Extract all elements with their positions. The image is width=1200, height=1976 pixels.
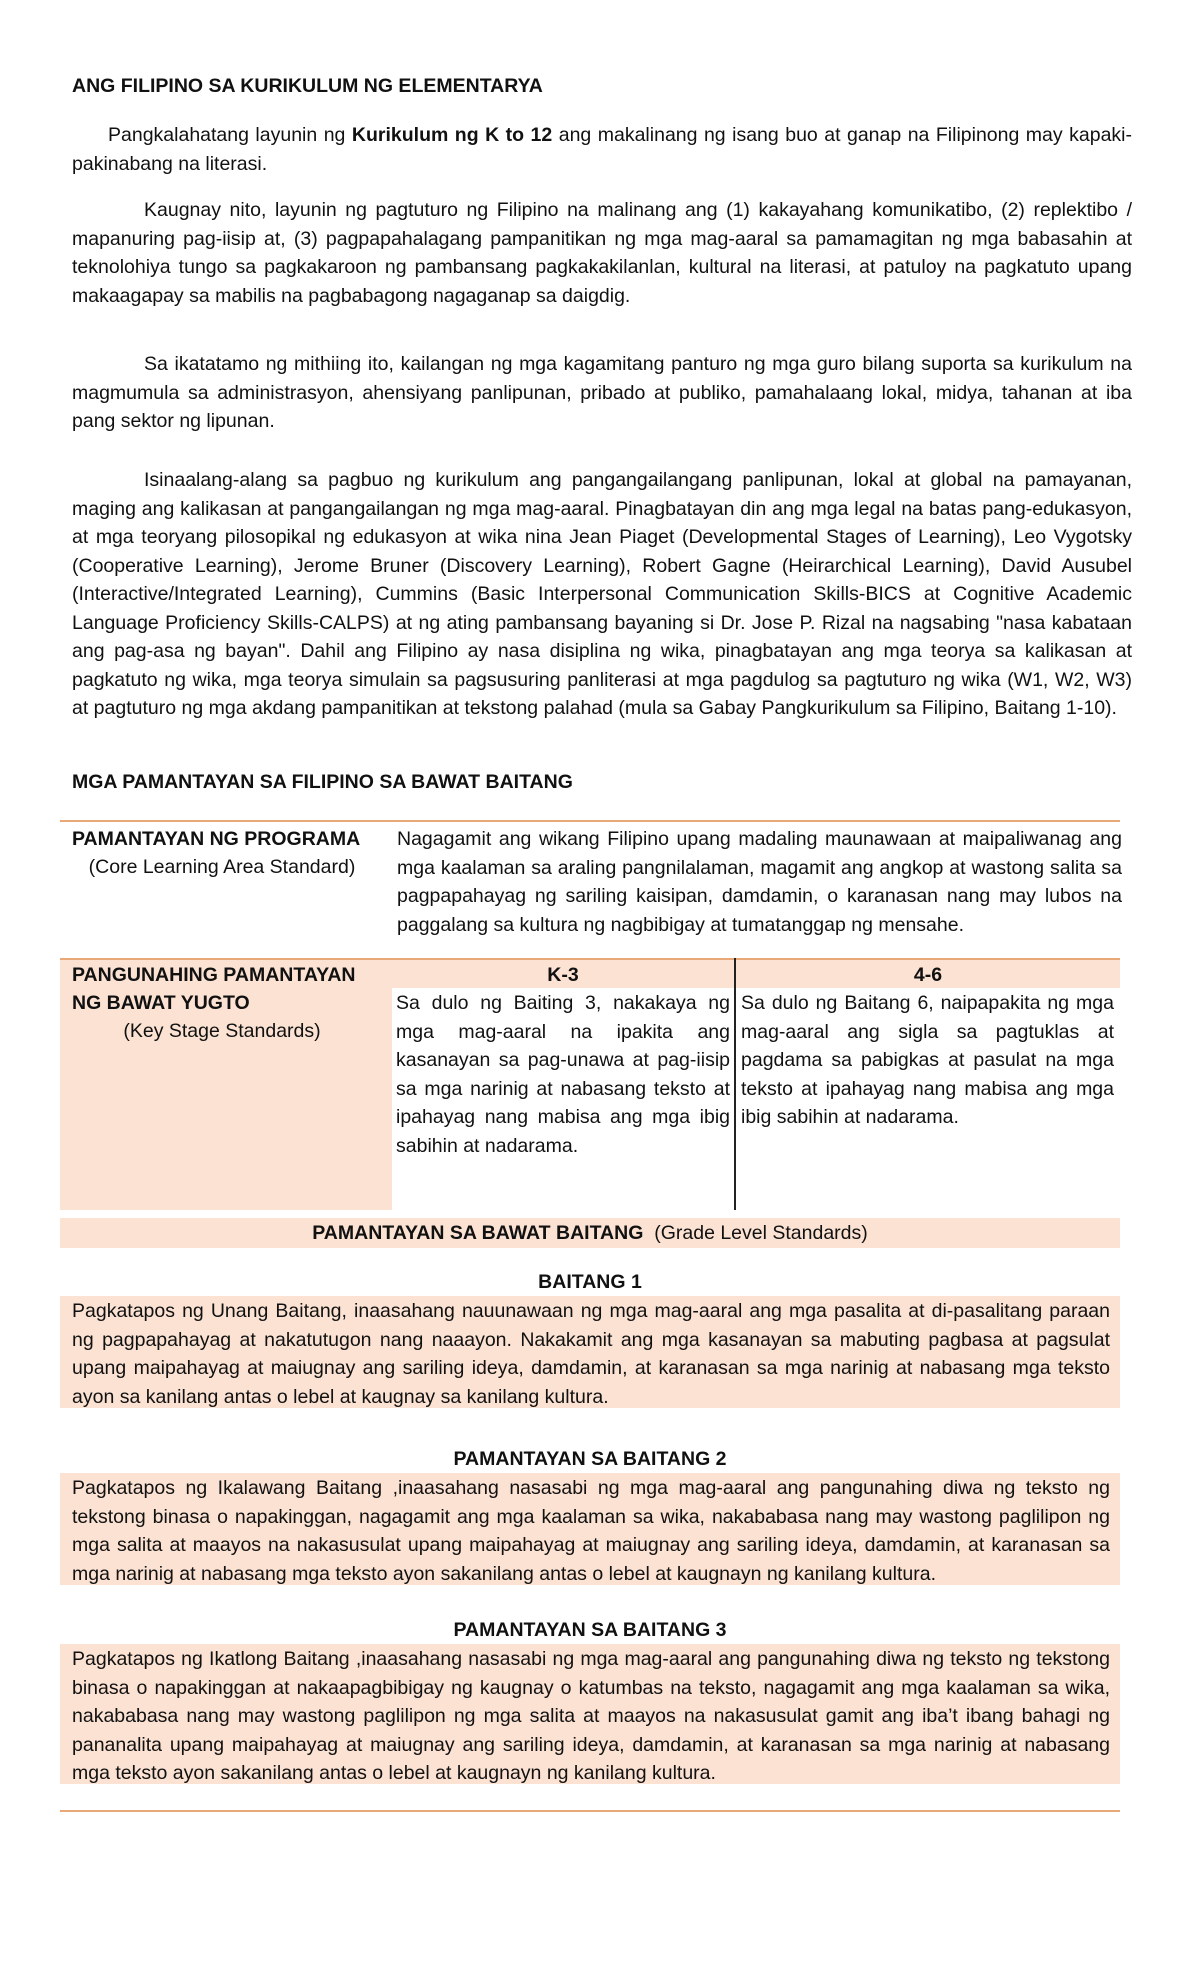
grade-level-heading-bold: PAMANTAYAN SA BAWAT BAITANG: [312, 1222, 644, 1244]
4-6-header: 4-6: [913, 964, 943, 986]
grade-2-title: PAMANTAYAN SA BAITANG 2: [453, 1448, 727, 1470]
grade-level-standards-heading: [60, 1219, 1120, 1248]
4-6-standard-text: Sa dulo ng Baitang 6, naipapakita ng mga mag-aaral ang sigla sa pagtuklas at pagdama sa pabigkas at pasulat na mga teksto at ipahayag nang mabisa ang mga ibig sabihin at nadarama.: [741, 992, 1114, 1128]
program-standard-label: PAMANTAYAN NG PROGRAMA: [72, 828, 361, 850]
paragraph-text: Pangkalahatang layunin ng: [108, 124, 352, 146]
divider: [60, 820, 1120, 822]
paragraph-teaching-materials: Sa ikatatamo ng mithiing ito, kailangan ng mga kagamitang panturo ng mga guro bilang suporta sa kurikulum na magmumula sa administrasyon, ahensiyang panlipunan, pribado at publiko, pamahalaang lokal, midya, tahanan at iba pang sektor ng lipunan.: [72, 353, 1132, 432]
column-divider: [734, 1178, 736, 1210]
column-divider: [734, 958, 736, 1178]
key-stage-label-line2: NG BAWAT YUGTO: [72, 992, 250, 1014]
k3-standard-text: Sa dulo ng Baiting 3, nakakaya ng mga mag-aaral na ipakita ang kasanayan sa pag-unawa at pag-iisip sa mga narinig at nabasang teksto at ipahayag nang mabisa ang mga ibig sabihin at nadarama.: [396, 992, 730, 1157]
paragraph-text: ang makalinang ng isang buo at ganap na Filipinong may kapaki-pakinabang na literasi.: [72, 124, 1132, 175]
paragraph-theories: Isinaalang-alang sa pagbuo ng kurikulum ang pangangailangang panlipunan, lokal at global na pamayanan, maging ang kalikasan at pangangailangan ng mga mag-aaral. Pinagbatayan din ang mga legal na batas pang-edukasyon, at mga teoryang pilosopikal ng edukasyon at wika nina Jean Piaget (Developmental Stages of Learning), Leo Vygotsky (Cooperative Learning), Jerome Bruner (Discovery Learning), Robert Gagne (Heirarchical Learning), David Ausubel (Interactive/Integrated Learning), Cummins (Basic Interpersonal Communication Skills-BICS at Cognitive Academic Language Proficiency Skills-CALPS) at ng ating pambansang bayaning si Dr. Jose P. Rizal na nagsabing "nasa kabataan ang pag-asa ng bayan". Dahil ang Filipino ay nasa disiplina ng wika, pinagbatayan ang mga teorya sa kalikasan at pagkatuto ng wika, mga teorya simulain sa pagsusuring panliterasi at mga pagdulog sa pagtuturo ng wika (W1, W2, W3) at pagtuturo ng mga akdang pampanitikan at tekstong palahad (mula sa Gabay Pangkurikulum sa Filipino, Baitang 1-10).: [72, 469, 1132, 719]
grade-2-text: Pagkatapos ng Ikalawang Baitang ,inaasahang nasasabi ng mga mag-aaral ang pangunahing diwa ng teksto ng tekstong binasa o napakinggan, nagagamit ang mga kaalaman sa wika, nakababasa nang may wastong paglilipon ng mga salita at maayos na nakasusulat upang maipahayag at maiugnay ang sariling ideya, damdamin, at karanasan sa mga narinig at nabasang mga teksto ayon sakanilang antas o lebel at kaugnayn ng kanilang kultura.: [72, 1477, 1110, 1585]
divider: [60, 1810, 1120, 1812]
program-standard-sublabel: (Core Learning Area Standard): [88, 856, 356, 878]
program-standard-text: Nagagamit ang wikang Filipino upang madaling maunawaan at maipaliwanag ang mga kaalaman sa araling pangnilalaman, magamit ang angkop at wastong salita sa pagpapahayag ng sariling kaisipan, damdamin, o karanasan nang may lubos na paggalang sa kultura ng nagbibigay at tumatanggap ng mensahe.: [397, 828, 1122, 936]
divider: [60, 958, 1120, 960]
section-heading-standards: MGA PAMANTAYAN SA FILIPINO SA BAWAT BAITANG: [72, 771, 573, 793]
grade-1-text: Pagkatapos ng Unang Baitang, inaasahang nauunawaan ng mga mag-aaral ang mga pasalita at di-pasalitang paraan ng pagpapahayag at nakatutugon nang naaayon. Nakakamit ang mga kasanayan sa mabuting pagbasa at pagsulat upang maipahayag at maiugnay ang sariling ideya, damdamin, at karanasan sa mga narinig at nabasang mga teksto ayon sa kanilang antas o lebel at kaugnay sa kanilang kultura.: [72, 1300, 1110, 1408]
grade-1-title: BAITANG 1: [538, 1271, 642, 1293]
k3-header: K-3: [547, 964, 579, 986]
key-stage-sublabel: (Key Stage Standards): [123, 1020, 321, 1042]
grade-level-heading-rest: (Grade Level Standards): [654, 1222, 868, 1244]
grade-3-text: Pagkatapos ng Ikatlong Baitang ,inaasahang nasasabi ng mga mag-aaral ang pangunahing diwa ng teksto ng tekstong binasa o napakinggan at nakaapagbibigay ng kaugnay o katumbas na teksto, nagagamit ang mga kaalaman sa wika, nakababasa nang may wastong paglilipon ng mga salita at maayos na nakasusulat gamit ang iba’t ibang bahagi ng pananalita upang maipahayag at maiugnay ang sariling ideya, damdamin, at karanasan sa mga narinig at nabasang mga teksto ayon sakanilang antas o lebel at kaugnayn ng kanilang kultura.: [72, 1648, 1110, 1784]
paragraph-objectives: Kaugnay nito, layunin ng pagtuturo ng Filipino na malinang ang (1) kakayahang komunikatibo, (2) replektibo / mapanuring pag-iisip at, (3) pagpapahalagang pampanitikan ng mga mag-aaral sa pamamagitan ng mga babasahin at teknolohiya tungo sa pagkakaroon ng pambansang pagkakakilanlan, kultural na literasi, at patuloy na pagkatuto upang makaagapay sa mabilis na pagbabagong nagaganap sa daigdig.: [72, 199, 1132, 307]
section-heading-filipino-curriculum: ANG FILIPINO SA KURIKULUM NG ELEMENTARYA: [72, 75, 543, 97]
bold-phrase: Kurikulum ng K to 12: [351, 124, 553, 146]
grade-3-title: PAMANTAYAN SA BAITANG 3: [453, 1619, 727, 1641]
key-stage-label-line1: PANGUNAHING PAMANTAYAN: [72, 964, 356, 986]
paragraph-general-goal: [72, 121, 1132, 178]
k3-cell-bg-bottom: [392, 1184, 734, 1210]
